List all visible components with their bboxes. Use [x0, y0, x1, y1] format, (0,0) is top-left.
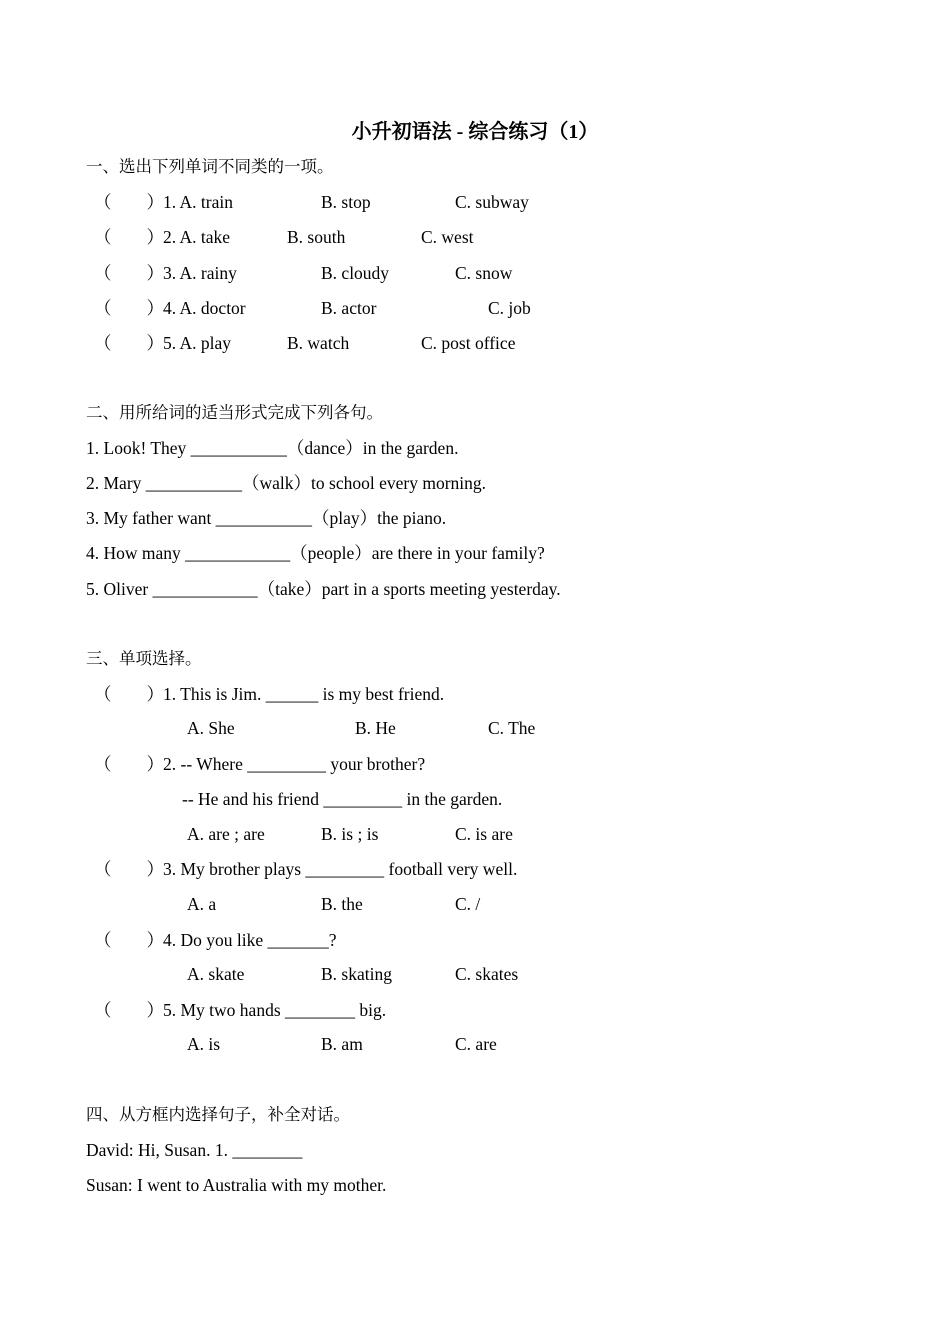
- s3-q1-option-b: B. He: [355, 718, 396, 738]
- answer-paren: （ ）: [94, 754, 164, 774]
- answer-paren: （ ）: [94, 263, 164, 283]
- s2-sentence-3: 3. My father want ___________（play）the piano.: [86, 508, 447, 528]
- dialogue-line-2: Susan: I went to Australia with my mother.: [86, 1175, 387, 1195]
- s1-q5-option-c: C. post office: [421, 333, 516, 353]
- s1-q4-option-a: 4. A. doctor: [163, 298, 246, 318]
- answer-paren: （ ）: [94, 298, 164, 318]
- s1-q4-option-c: C. job: [488, 298, 531, 318]
- s1-q4-option-b: B. actor: [321, 298, 377, 318]
- s3-q2-stem: 2. -- Where _________ your brother?: [163, 754, 426, 774]
- s1-q3-option-b: B. cloudy: [321, 263, 390, 283]
- s1-q1-option-a: 1. A. train: [163, 192, 233, 212]
- s3-q5-option-c: C. are: [455, 1034, 497, 1054]
- s3-q4-option-a: A. skate: [187, 964, 245, 984]
- s3-q4-option-c: C. skates: [455, 964, 519, 984]
- s1-q2-option-c: C. west: [421, 227, 474, 247]
- s3-q5-stem: 5. My two hands ________ big.: [163, 1000, 387, 1020]
- s2-sentence-1: 1. Look! They ___________（dance）in the garden.: [86, 438, 459, 458]
- answer-paren: （ ）: [94, 1000, 164, 1020]
- s3-q3-option-c: C. /: [455, 894, 481, 914]
- section-3-heading: 三、单项选择。: [86, 649, 202, 668]
- s3-q4-option-b: B. skating: [321, 964, 392, 984]
- s3-q4-stem: 4. Do you like _______?: [163, 930, 337, 950]
- answer-paren: （ ）: [94, 859, 164, 879]
- s3-q2-option-c: C. is are: [455, 824, 513, 844]
- s1-q1-option-c: C. subway: [455, 192, 529, 212]
- s3-q3-option-a: A. a: [187, 894, 217, 914]
- s1-q3-option-c: C. snow: [455, 263, 513, 283]
- s1-q1-option-b: B. stop: [321, 192, 371, 212]
- s3-q3-option-b: B. the: [321, 894, 363, 914]
- s1-q5-option-a: 5. A. play: [163, 333, 232, 353]
- s1-q3-option-a: 3. A. rainy: [163, 263, 237, 283]
- answer-paren: （ ）: [94, 192, 164, 212]
- section-1-heading: 一、选出下列单词不同类的一项。: [86, 157, 334, 176]
- section-4-heading: 四、从方框内选择句子，补全对话。: [86, 1105, 350, 1124]
- section-2-heading: 二、用所给词的适当形式完成下列各句。: [86, 403, 383, 422]
- s3-q5-option-a: A. is: [187, 1034, 221, 1054]
- s1-q2-option-a: 2. A. take: [163, 227, 231, 247]
- s3-q2-option-a: A. are ; are: [187, 824, 265, 844]
- s2-sentence-2: 2. Mary ___________（walk）to school every morning.: [86, 473, 487, 493]
- s3-q2-stem-line-2: -- He and his friend _________ in the garden.: [182, 789, 503, 809]
- s3-q2-option-b: B. is ; is: [321, 824, 379, 844]
- s3-q1-stem: 1. This is Jim. ______ is my best friend.: [163, 684, 445, 704]
- answer-paren: （ ）: [94, 930, 164, 950]
- s3-q1-option-a: A. She: [187, 718, 235, 738]
- dialogue-line-1: David: Hi, Susan. 1. ________: [86, 1140, 303, 1160]
- s3-q3-stem: 3. My brother plays _________ football very well.: [163, 859, 518, 879]
- s1-q5-option-b: B. watch: [287, 333, 350, 353]
- s3-q1-option-c: C. The: [488, 718, 536, 738]
- answer-paren: （ ）: [94, 333, 164, 353]
- page-title: 小升初语法 - 综合练习（1）: [351, 121, 599, 143]
- answer-paren: （ ）: [94, 684, 164, 704]
- s2-sentence-4: 4. How many ____________（people）are there in your family?: [86, 543, 545, 563]
- s2-sentence-5: 5. Oliver ____________（take）part in a sports meeting yesterday.: [86, 579, 561, 599]
- s1-q2-option-b: B. south: [287, 227, 346, 247]
- answer-paren: （ ）: [94, 227, 164, 247]
- s3-q5-option-b: B. am: [321, 1034, 363, 1054]
